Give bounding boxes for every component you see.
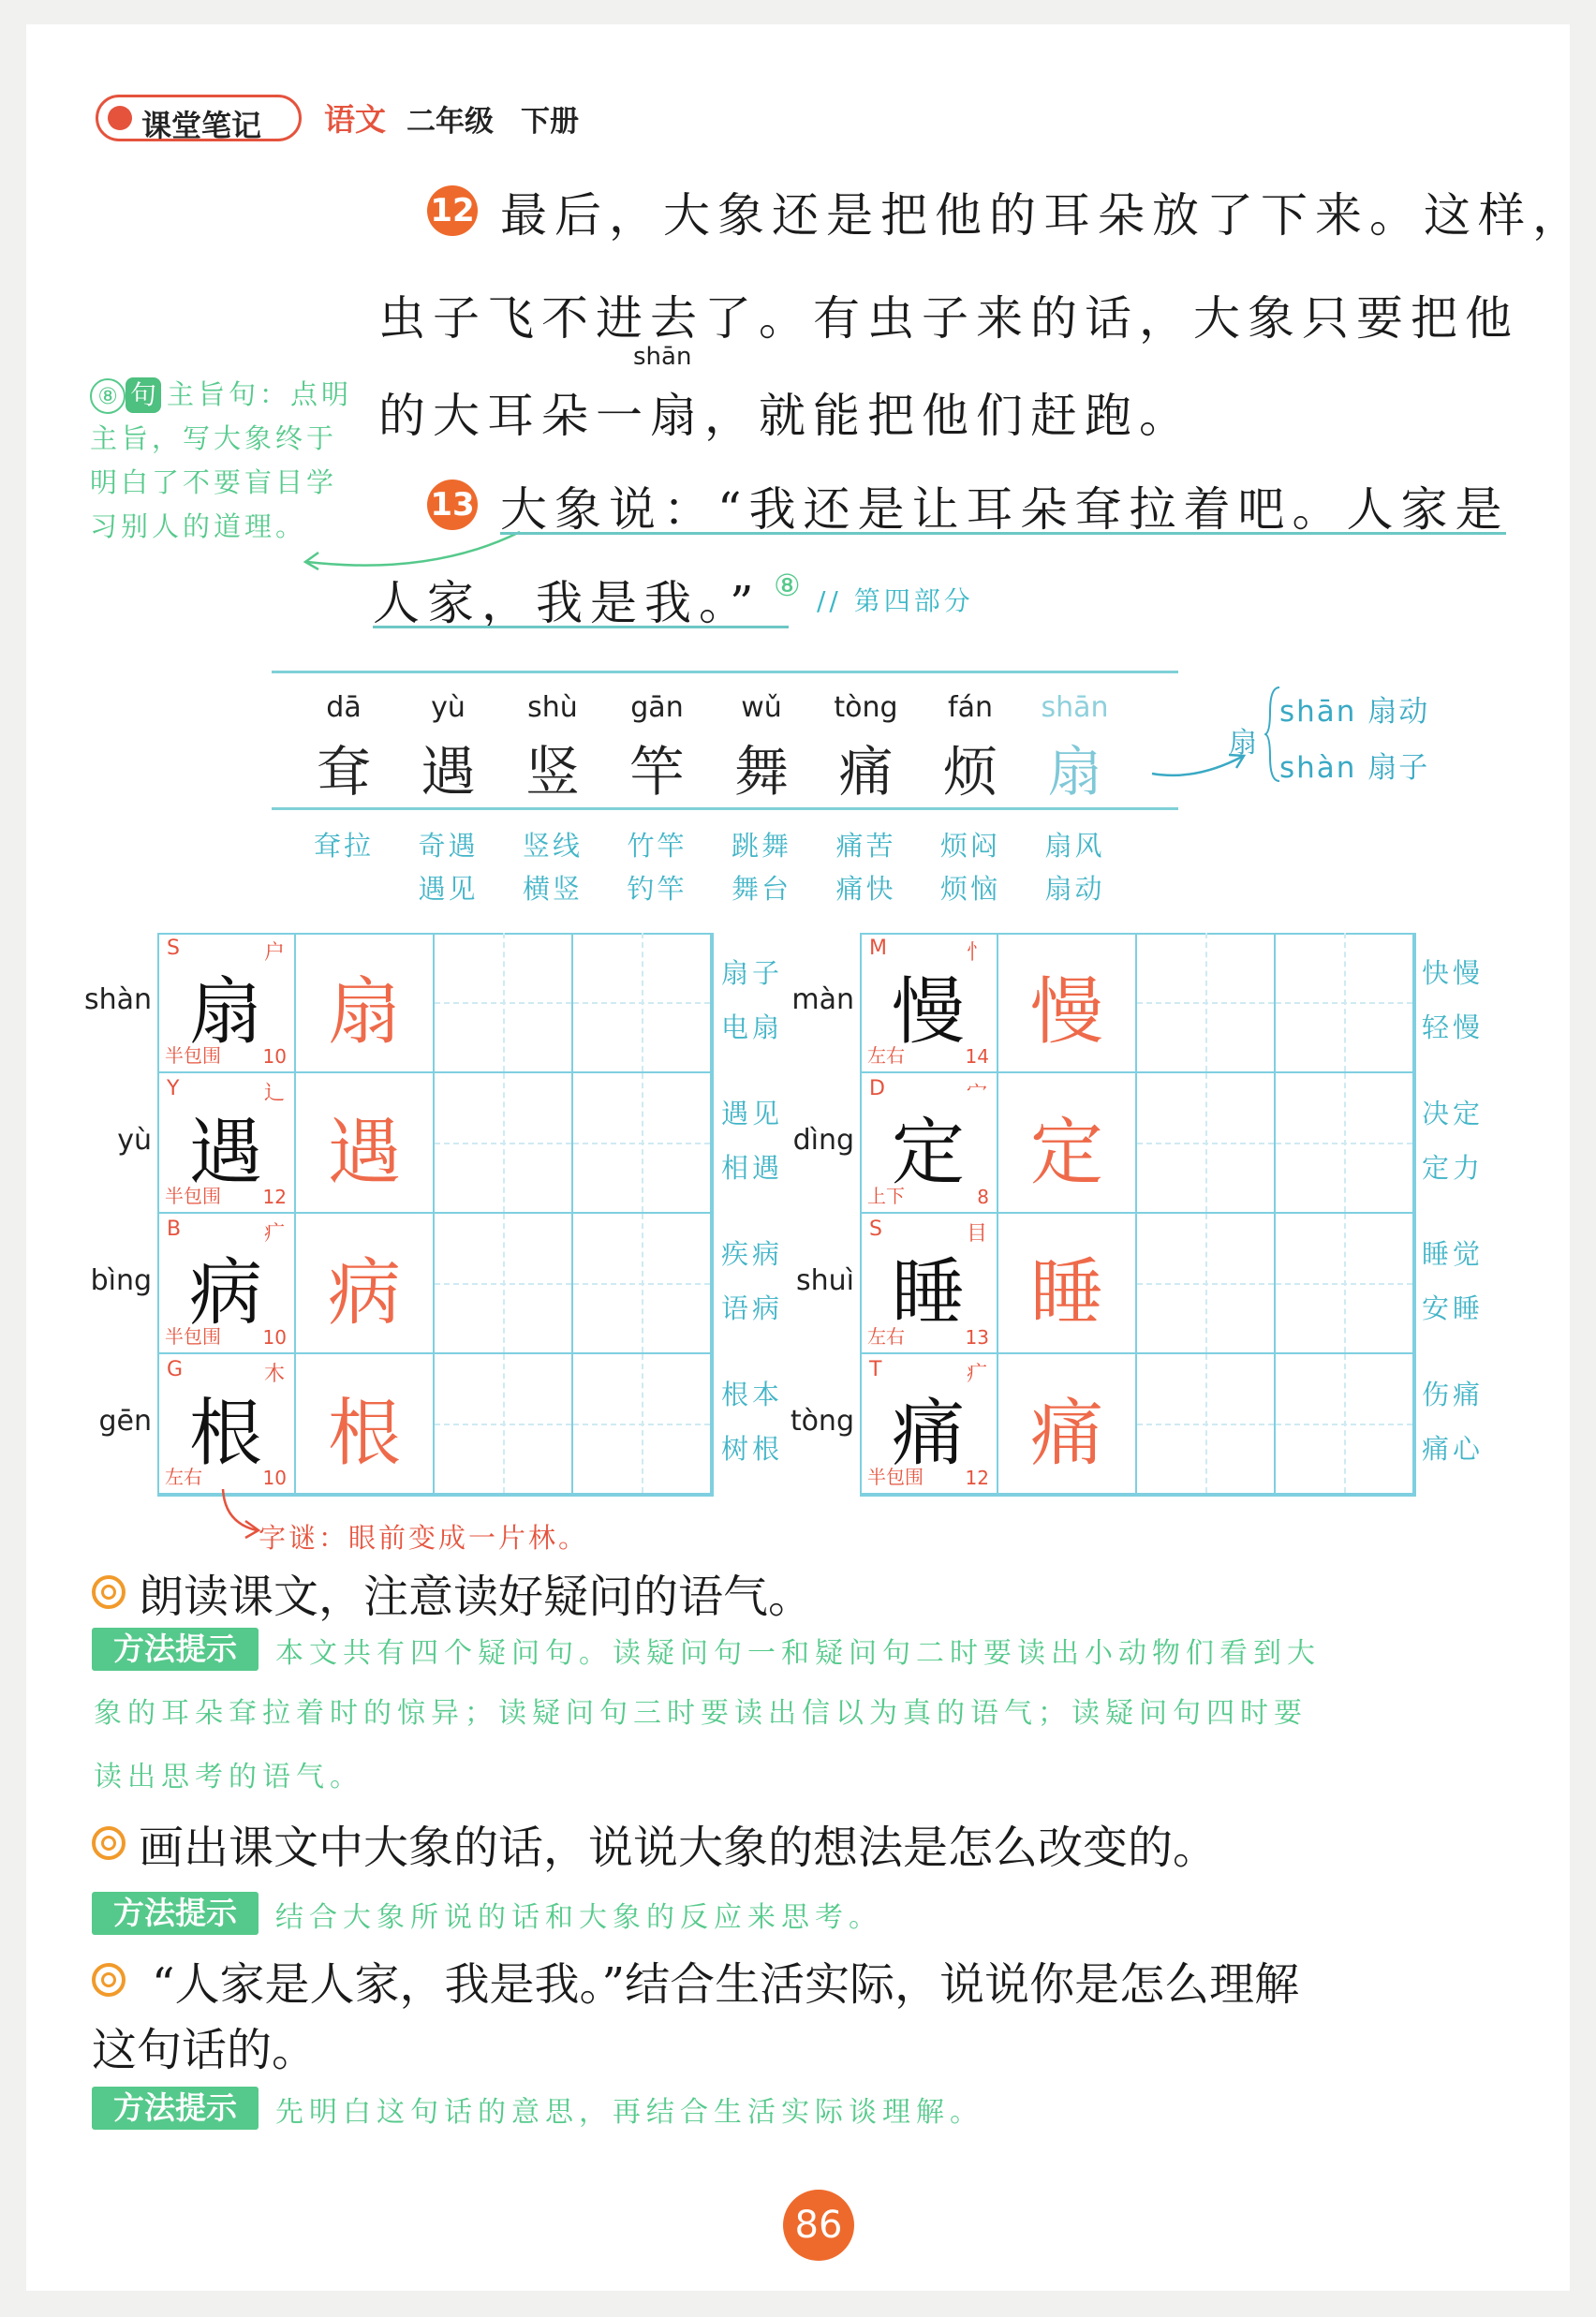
grid-pinyin: shuì (796, 1264, 854, 1297)
practice-cell[interactable] (435, 933, 573, 1073)
strip-character: 痛 (838, 740, 894, 804)
grid-word: 伤痛 (1422, 1379, 1485, 1410)
index-letter: M (869, 937, 887, 960)
index-letter: Y (167, 1077, 180, 1100)
strip-words-5 (815, 824, 918, 910)
strip-word: 烦闷 (939, 830, 1000, 862)
question-3-bullet-icon (92, 1963, 126, 1997)
ref-mark-8-inline: ⑧ (774, 568, 801, 603)
grid-word: 定力 (1422, 1152, 1485, 1184)
character-riddle: 字谜：眼前变成一片林。 (259, 1522, 589, 1554)
practice-cell[interactable] (573, 933, 712, 1073)
question-2-tip-line-1: 结合大象所说的话和大象的反应来思考。 (275, 1901, 882, 1934)
practice-cell[interactable] (435, 1214, 573, 1354)
strip-words-4 (710, 824, 813, 910)
side-note-text: 主旨句：点明主旨，写大象终于明白了不要盲目学习别人的道理。 (90, 378, 353, 542)
model-character: 病 (188, 1251, 262, 1336)
structure-label: 半包围 (165, 1325, 221, 1348)
strip-pinyin: dā (326, 691, 362, 724)
polyphone-reading-1: shān 扇动 (1279, 695, 1430, 729)
grid-pinyin: màn (791, 983, 854, 1016)
smile-icon (108, 106, 132, 130)
strip-words-7 (1024, 824, 1127, 910)
grid-word: 痛心 (1422, 1433, 1485, 1465)
grid-word: 决定 (1422, 1098, 1485, 1129)
model-character: 痛 (891, 1392, 965, 1476)
radical-label: 辶 (263, 1082, 285, 1105)
side-note (90, 373, 362, 549)
question-1-tip-line-2: 象的耳朵耷拉着时的惊异；读疑问句三时要读出信以为真的语气；读疑问句四时要 (94, 1697, 1308, 1730)
stroke-count: 10 (262, 1326, 287, 1349)
strip-pinyin: fán (948, 691, 993, 724)
grid-words (1422, 1367, 1484, 1476)
underline-13-b (373, 626, 789, 628)
question-2-text: 画出课文中大象的话，说说大象的想法是怎么改变的。 (139, 1822, 1219, 1874)
radical-label: 疒 (966, 1363, 987, 1386)
paragraph-13-line-1: 大象说：“我还是让耳朵耷拉着吧。人家是 (500, 482, 1510, 537)
model-char-cell (157, 1354, 296, 1495)
grid-word: 轻慢 (1422, 1011, 1485, 1043)
strip-word: 烦恼 (939, 873, 1000, 905)
index-letter: D (869, 1077, 885, 1100)
practice-cell[interactable] (1276, 1073, 1414, 1214)
strip-word: 竹竿 (627, 830, 687, 862)
structure-label: 上下 (867, 1185, 905, 1207)
strip-words-3 (606, 824, 709, 910)
grid-words (1422, 1227, 1484, 1336)
question-3-text-line-1: “人家是人家，我是我。”结合生活实际，说说你是怎么理解 (152, 1958, 1300, 2011)
strip-bottom-line (272, 807, 1178, 810)
trace-character: 定 (1029, 1111, 1103, 1195)
trace-character: 病 (327, 1251, 401, 1336)
brand-logo (96, 95, 302, 141)
radical-label: 户 (263, 941, 285, 965)
strip-pinyin: gān (630, 691, 684, 724)
model-character: 扇 (188, 970, 262, 1055)
practice-cell[interactable] (1137, 1354, 1276, 1495)
brand-logo-text: 课堂笔记 (141, 108, 262, 143)
question-1-tip-line-1: 本文共有四个疑问句。读疑问句一和疑问句二时要读出小动物们看到大 (275, 1637, 1321, 1670)
strip-character: 耷 (316, 740, 371, 804)
strip-word: 钓竿 (627, 873, 687, 905)
strip-pinyin: wǔ (741, 691, 782, 724)
strip-char-4 (710, 691, 813, 806)
grid-words (1422, 946, 1484, 1055)
structure-label: 半包围 (165, 1185, 221, 1207)
practice-cell[interactable] (1276, 1214, 1414, 1354)
radical-label: 目 (966, 1222, 987, 1246)
ref-mark-8: ⑧ (90, 378, 126, 414)
practice-cell[interactable] (573, 1354, 712, 1495)
grid-pinyin: shàn (83, 983, 152, 1016)
practice-cell[interactable] (1137, 1073, 1276, 1214)
strip-character: 竖 (525, 740, 580, 804)
pinyin-shan-annotation: shān (633, 343, 692, 371)
strip-word: 横竖 (522, 873, 583, 905)
paragraph-12-line-1: 最后，大象还是把他的耳朵放了下来。这样， (500, 188, 1587, 243)
practice-cell[interactable] (435, 1073, 573, 1214)
index-letter: S (869, 1218, 882, 1241)
volume-label: 下册 (521, 105, 579, 139)
model-character: 定 (891, 1111, 965, 1195)
trace-char-cell (998, 933, 1137, 1073)
radical-label: 忄 (966, 941, 987, 965)
model-character: 遇 (188, 1111, 262, 1195)
grid-word: 电扇 (721, 1011, 784, 1043)
model-char-cell (157, 1214, 296, 1354)
strip-word: 痛快 (835, 873, 896, 905)
grid-pinyin: yù (117, 1124, 152, 1157)
page-number: 86 (783, 2190, 854, 2261)
model-char-cell (157, 933, 296, 1073)
model-char-cell (860, 1214, 998, 1354)
paragraph-12-line-2: 虫子飞不进去了。有虫子来的话，大象只要把他 (378, 291, 1519, 346)
stroke-count: 8 (977, 1186, 989, 1208)
strip-words-1 (397, 824, 500, 910)
strip-char-5 (815, 691, 918, 806)
paragraph-12-line-3: 的大耳朵一扇，就能把他们赶跑。 (378, 389, 1193, 443)
radical-label: 疒 (263, 1222, 285, 1246)
practice-cell[interactable] (1276, 1354, 1414, 1495)
trace-character: 睡 (1029, 1251, 1103, 1336)
practice-cell[interactable] (573, 1073, 712, 1214)
strip-word: 扇风 (1044, 830, 1105, 862)
trace-character: 遇 (327, 1111, 401, 1195)
model-character: 睡 (891, 1251, 965, 1336)
grid-word: 扇子 (721, 957, 784, 989)
trace-char-cell (296, 1214, 435, 1354)
index-letter: S (167, 937, 180, 960)
strip-pinyin: yù (431, 691, 466, 724)
strip-character: 舞 (733, 740, 789, 804)
strip-character: 扇 (1047, 740, 1102, 804)
model-character: 慢 (891, 970, 965, 1055)
grid-pinyin: bìng (90, 1264, 152, 1297)
strip-char-2 (501, 691, 604, 806)
strip-word: 奇遇 (418, 830, 479, 862)
grid-words (1422, 1086, 1484, 1195)
strip-word: 跳舞 (731, 830, 791, 862)
strip-word: 扇动 (1044, 873, 1105, 905)
grid-word: 树根 (721, 1433, 784, 1465)
stroke-count: 10 (262, 1045, 287, 1068)
index-letter: G (167, 1358, 184, 1381)
strip-character: 竿 (629, 740, 685, 804)
structure-label: 半包围 (165, 1044, 221, 1067)
paragraph-number-13: 13 (427, 480, 478, 530)
structure-label: 左右 (165, 1466, 202, 1488)
grid-word: 语病 (721, 1292, 784, 1324)
polyphone-reading-2: shàn 扇子 (1279, 751, 1430, 785)
radical-label: 木 (263, 1363, 285, 1386)
question-1-tip-line-3: 读出思考的语气。 (94, 1761, 363, 1793)
strip-char-3 (606, 691, 709, 806)
stroke-count: 14 (965, 1045, 989, 1068)
question-1-bullet-icon (92, 1575, 126, 1609)
question-1-text: 朗读课文，注意读好疑问的语气。 (139, 1571, 814, 1623)
strip-pinyin: shān (1041, 691, 1109, 724)
trace-char-cell (296, 933, 435, 1073)
strip-char-7 (1024, 691, 1127, 806)
trace-char-cell (998, 1073, 1137, 1214)
polyphone-char: 扇 (1229, 727, 1259, 760)
grid-pinyin: tòng (790, 1405, 854, 1438)
stroke-count: 13 (965, 1326, 989, 1349)
model-char-cell (157, 1073, 296, 1214)
strip-words-0 (292, 824, 395, 867)
structure-label: 左右 (867, 1325, 905, 1348)
question-3-text-line-2: 这句话的。 (92, 2024, 318, 2076)
practice-cell[interactable] (435, 1354, 573, 1495)
question-3-tip-badge: 方法提示 (92, 2087, 259, 2130)
trace-character: 扇 (327, 970, 401, 1055)
model-char-cell (860, 933, 998, 1073)
question-2-tip-badge: 方法提示 (92, 1892, 259, 1935)
model-character: 根 (188, 1392, 262, 1476)
question-3-tip-line-1: 先明白这句话的意思，再结合生活实际谈理解。 (275, 2096, 983, 2129)
strip-word: 舞台 (731, 873, 791, 905)
strip-top-line (272, 671, 1178, 673)
grid-word: 快慢 (1422, 957, 1485, 989)
strip-char-6 (919, 691, 1022, 806)
trace-character: 痛 (1029, 1392, 1103, 1476)
paragraph-number-12: 12 (427, 185, 478, 236)
grid-word: 遇见 (721, 1098, 784, 1129)
model-char-cell (860, 1073, 998, 1214)
trace-char-cell (296, 1073, 435, 1214)
strip-pinyin: shù (527, 691, 578, 724)
grid-pinyin: gēn (98, 1405, 152, 1438)
grade-label: 二年级 (406, 105, 494, 139)
question-2-bullet-icon (92, 1826, 126, 1860)
strip-word: 耷拉 (313, 830, 374, 862)
trace-char-cell (998, 1354, 1137, 1495)
index-letter: T (869, 1358, 882, 1381)
strip-pinyin: tòng (834, 691, 898, 724)
index-letter: B (167, 1218, 182, 1241)
practice-cell[interactable] (1137, 1214, 1276, 1354)
strip-words-2 (501, 824, 604, 910)
section-part-note: // 第四部分 (817, 585, 974, 616)
trace-character: 根 (327, 1392, 401, 1476)
sentence-badge: 句 (126, 377, 161, 413)
grid-word: 相遇 (721, 1152, 784, 1184)
stroke-count: 10 (262, 1467, 287, 1489)
model-char-cell (860, 1354, 998, 1495)
strip-char-0 (292, 691, 395, 806)
polyphone-arrow (1148, 747, 1251, 785)
question-1-tip-badge: 方法提示 (92, 1628, 259, 1671)
strip-character: 烦 (942, 740, 998, 804)
practice-cell[interactable] (1276, 933, 1414, 1073)
strip-word: 遇见 (418, 873, 479, 905)
practice-cell[interactable] (573, 1214, 712, 1354)
structure-label: 半包围 (867, 1466, 924, 1488)
trace-character: 慢 (1029, 970, 1103, 1055)
strip-character: 遇 (421, 740, 476, 804)
subject-label: 语文 (324, 101, 386, 138)
strip-word: 痛苦 (835, 830, 896, 862)
radical-label: 宀 (966, 1082, 987, 1105)
stroke-count: 12 (965, 1467, 989, 1489)
grid-pinyin: dìng (792, 1124, 854, 1157)
underline-13-a (500, 532, 1506, 535)
grid-word: 根本 (721, 1379, 784, 1410)
stroke-count: 12 (262, 1186, 287, 1208)
trace-char-cell (998, 1214, 1137, 1354)
practice-cell[interactable] (1137, 933, 1276, 1073)
trace-char-cell (296, 1354, 435, 1495)
paragraph-13-line-2: 人家，我是我。” (373, 576, 761, 630)
strip-char-1 (397, 691, 500, 806)
strip-word: 竖线 (522, 830, 583, 862)
grid-word: 疾病 (721, 1238, 784, 1270)
strip-words-6 (919, 824, 1022, 910)
grid-word: 安睡 (1422, 1292, 1485, 1324)
structure-label: 左右 (867, 1044, 905, 1067)
grid-word: 睡觉 (1422, 1238, 1485, 1270)
